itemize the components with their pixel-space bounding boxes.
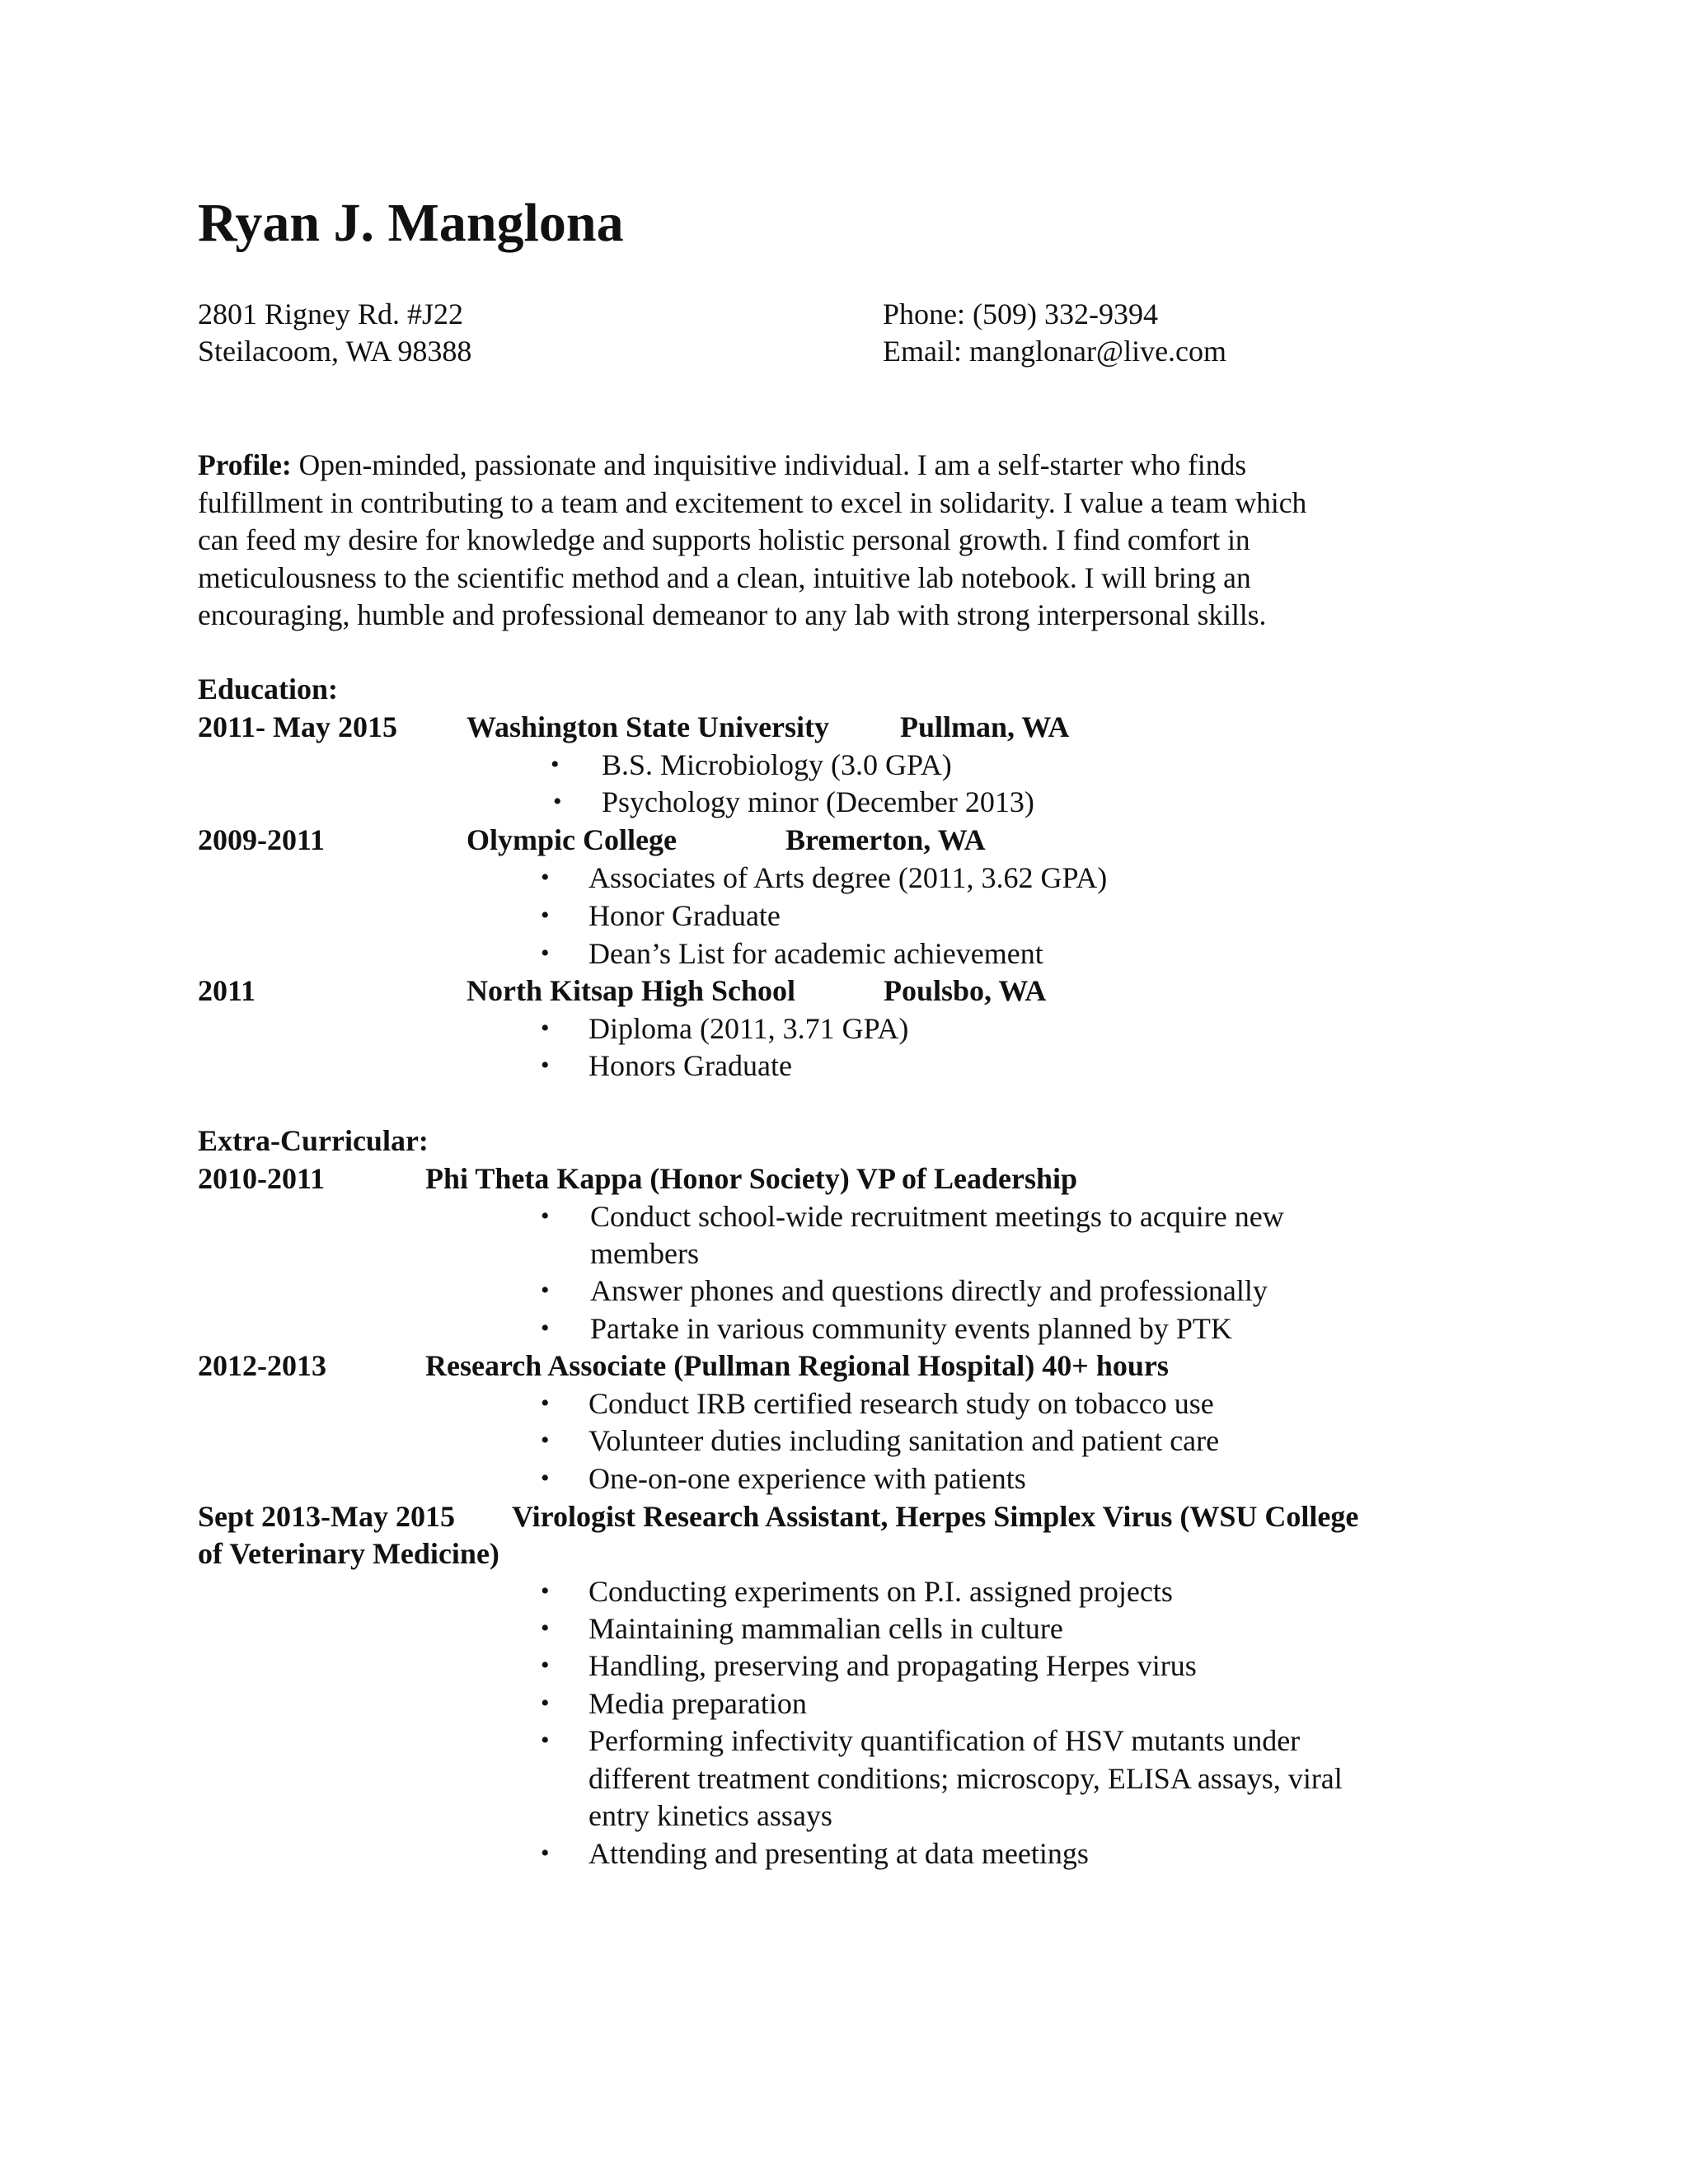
activity-bullet: Conduct IRB certified research study on tobacco use — [588, 1387, 1214, 1420]
education-location: Bremerton, WA — [785, 823, 986, 856]
education-heading: Education: — [198, 673, 339, 705]
activity-bullet: Conduct school-wide recruitment meetings to acquire new — [590, 1200, 1284, 1233]
education-bullet: Dean’s List for academic achievement — [588, 937, 1043, 970]
bullet-icon: • — [541, 1690, 550, 1717]
address-line-1: 2801 Rigney Rd. #J22 — [198, 298, 464, 330]
activity-bullet: Attending and presenting at data meetings — [588, 1837, 1089, 1870]
education-location: Poulsbo, WA — [884, 974, 1047, 1007]
bullet-icon: • — [541, 1390, 550, 1417]
activity-dates: 2012-2013 — [198, 1349, 326, 1382]
bullet-icon: • — [541, 1615, 550, 1642]
activity-bullet: Maintaining mammalian cells in culture — [588, 1612, 1063, 1645]
address-line-2: Steilacoom, WA 98388 — [198, 335, 472, 368]
profile-label: Profile: — [198, 448, 292, 481]
education-dates: 2009-2011 — [198, 823, 326, 856]
education-bullet: Associates of Arts degree (2011, 3.62 GPA) — [588, 861, 1108, 894]
activity-bullet-continuation: different treatment conditions; microscopy, ELISA assays, viral — [588, 1762, 1343, 1795]
phone-line: Phone: (509) 332-9394 — [883, 298, 1158, 330]
education-school: Olympic College — [467, 823, 677, 856]
activity-bullet: Volunteer duties including sanitation and patient care — [588, 1424, 1220, 1457]
activity-bullet: Conducting experiments on P.I. assigned projects — [588, 1575, 1173, 1608]
profile-line-1 — [198, 447, 1451, 485]
activity-bullet: Answer phones and questions directly and professionally — [590, 1274, 1268, 1307]
bullet-icon: • — [541, 1577, 550, 1605]
activity-title: Phi Theta Kappa (Honor Society) VP of Leadership — [425, 1162, 1078, 1195]
education-bullet: B.S. Microbiology (3.0 GPA) — [602, 748, 952, 781]
education-bullet: Honors Graduate — [588, 1049, 792, 1082]
profile-line-5: encouraging, humble and professional demeanor to any lab with strong interpersonal skills. — [198, 598, 1267, 632]
bullet-icon: • — [541, 1465, 550, 1492]
activity-bullet-continuation: entry kinetics assays — [588, 1799, 832, 1832]
profile-text: Open-minded, passionate and inquisitive individual. I am a self-starter who finds — [291, 448, 1247, 481]
education-dates: 2011 — [198, 974, 256, 1007]
bullet-icon: • — [541, 902, 550, 929]
bullet-icon: • — [553, 788, 562, 815]
bullet-icon: • — [541, 1015, 550, 1042]
education-bullet: Honor Graduate — [588, 899, 781, 932]
activity-dates: Sept 2013-May 2015 — [198, 1500, 455, 1533]
activity-bullet: Partake in various community events planned by PTK — [590, 1312, 1232, 1345]
education-school: North Kitsap High School — [467, 974, 796, 1007]
education-location: Pullman, WA — [900, 710, 1070, 743]
bullet-icon: • — [541, 1315, 550, 1342]
bullet-icon: • — [541, 1427, 550, 1454]
profile-line-2: fulfillment in contributing to a team and excitement to excel in solidarity. I value a team which — [198, 485, 1307, 519]
bullet-icon: • — [541, 1052, 550, 1079]
bullet-icon: • — [541, 1652, 550, 1679]
bullet-icon: • — [541, 940, 550, 967]
activity-title: Virologist Research Assistant, Herpes Simplex Virus (WSU College — [512, 1500, 1359, 1533]
bullet-icon: • — [541, 1277, 550, 1304]
bullet-icon: • — [541, 1202, 550, 1230]
email-line: Email: manglonar@live.com — [883, 335, 1227, 368]
profile-line-4: meticulousness to the scientific method and a clean, intuitive lab notebook. I will bring an — [198, 560, 1251, 594]
activity-bullet: One-on-one experience with patients — [588, 1462, 1026, 1495]
education-bullet: Diploma (2011, 3.71 GPA) — [588, 1012, 909, 1045]
bullet-icon: • — [551, 751, 560, 778]
activity-title-continuation: of Veterinary Medicine) — [198, 1537, 499, 1570]
education-school: Washington State University — [467, 710, 830, 743]
bullet-icon: • — [541, 864, 550, 891]
extracurricular-heading: Extra-Curricular: — [198, 1124, 429, 1157]
activity-title: Research Associate (Pullman Regional Hospital) 40+ hours — [425, 1349, 1169, 1382]
bullet-icon: • — [541, 1727, 550, 1754]
bullet-icon: • — [541, 1840, 550, 1867]
activity-bullet: Handling, preserving and propagating Herpes virus — [588, 1649, 1197, 1682]
activity-bullet: Media preparation — [588, 1687, 807, 1720]
resume-name: Ryan J. Manglona — [198, 193, 624, 253]
education-dates: 2011- May 2015 — [198, 710, 397, 743]
profile-paragraph — [198, 447, 1451, 635]
activity-dates: 2010-2011 — [198, 1162, 326, 1195]
activity-bullet-continuation: members — [590, 1237, 699, 1270]
education-bullet: Psychology minor (December 2013) — [602, 785, 1034, 818]
profile-line-3: can feed my desire for knowledge and supports holistic personal growth. I find comfort in — [198, 523, 1250, 557]
activity-bullet: Performing infectivity quantification of HSV mutants under — [588, 1724, 1301, 1757]
